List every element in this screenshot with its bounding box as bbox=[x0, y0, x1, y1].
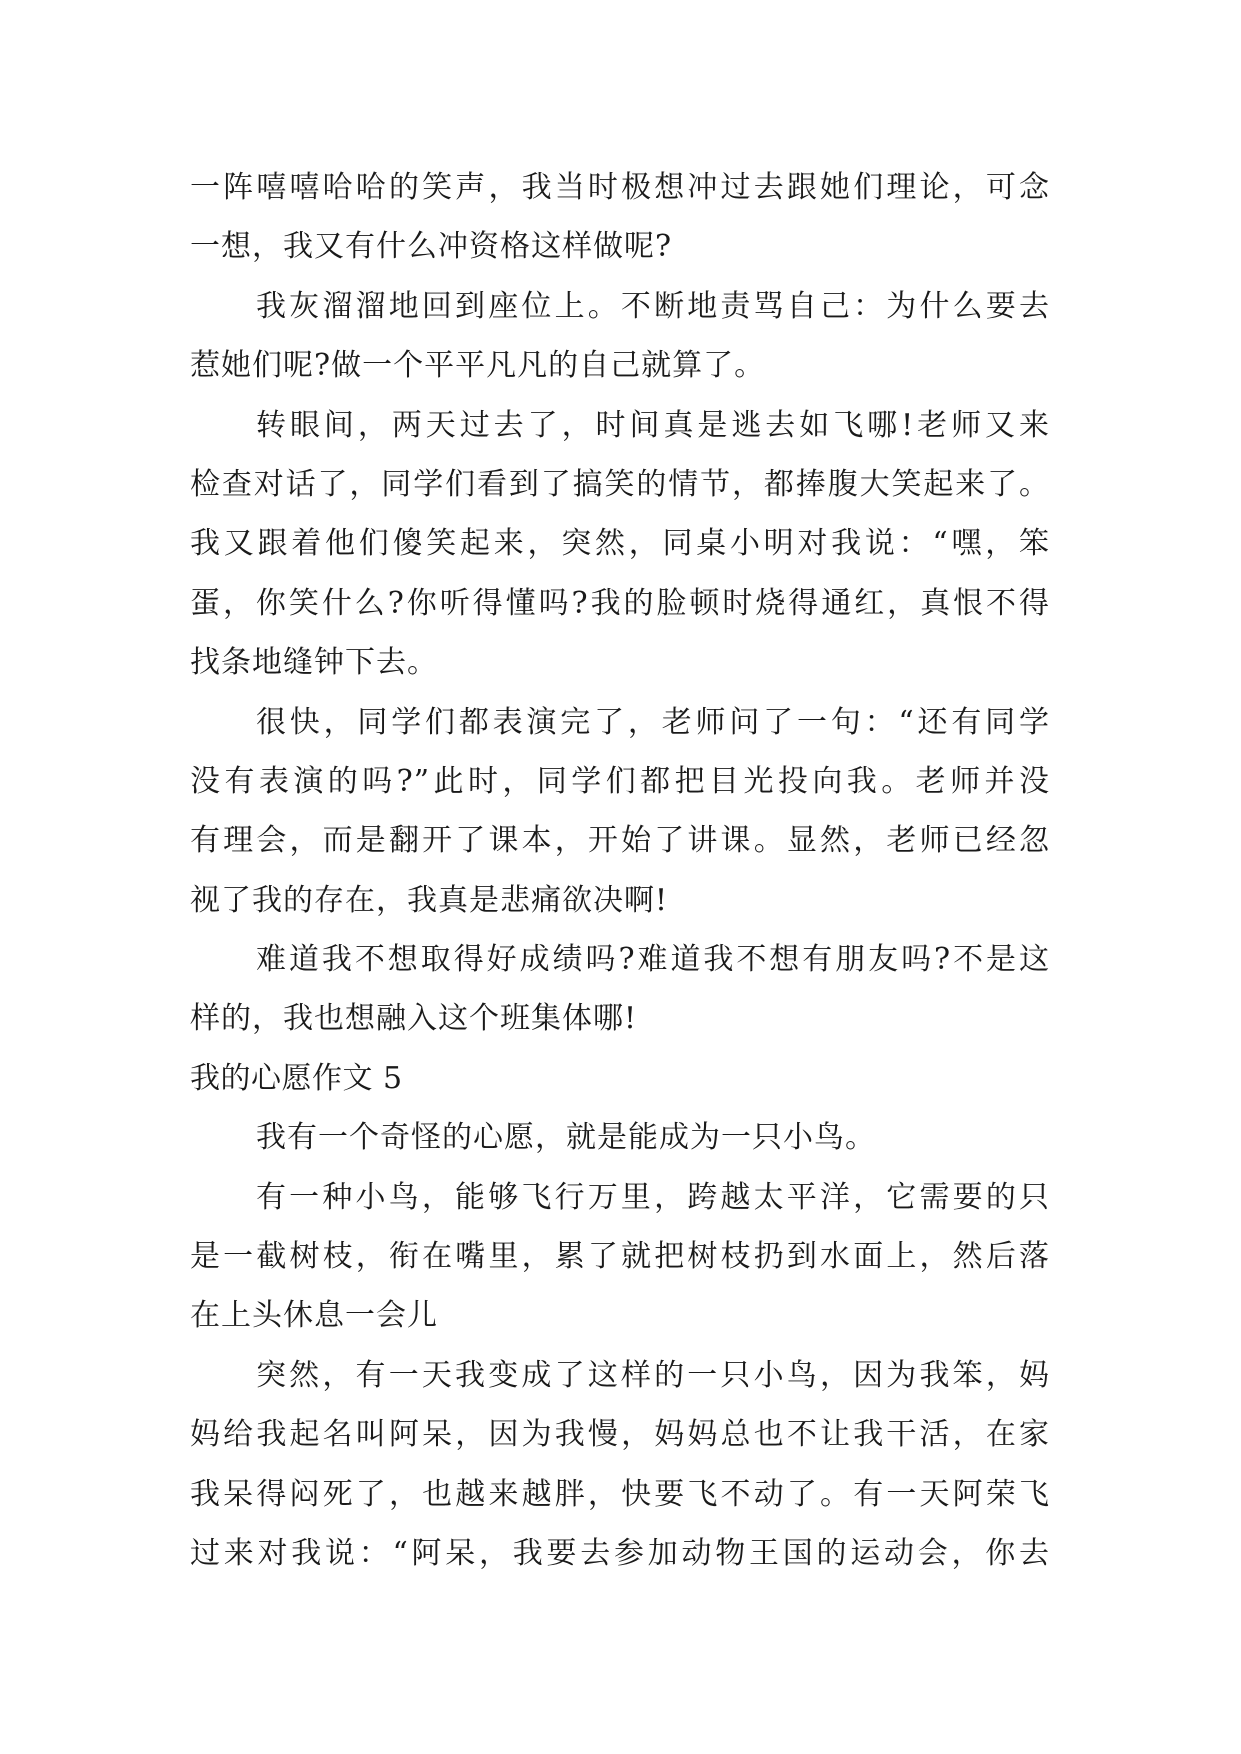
paragraph-first-line: 我灰溜溜地回到座位上。不断地责骂自己：为什么要去 bbox=[256, 288, 1050, 324]
text-line: 在上头休息一会儿 bbox=[190, 1298, 438, 1334]
paragraph-first-line: 难道我不想取得好成绩吗?难道我不想有朋友吗?不是这 bbox=[256, 942, 1050, 978]
text-line: 检查对话了，同学们看到了搞笑的情节，都捧腹大笑起来了。 bbox=[190, 466, 1050, 502]
paragraph-first-line: 我有一个奇怪的心愿，就是能成为一只小鸟。 bbox=[256, 1120, 876, 1156]
text-line: 蛋，你笑什么?你听得懂吗?我的脸顿时烧得通红，真恨不得 bbox=[190, 585, 1050, 621]
text-line: 我又跟着他们傻笑起来，突然，同桌小明对我说：“嘿，笨 bbox=[190, 526, 1050, 562]
paragraph-first-line: 转眼间，两天过去了，时间真是逃去如飞哪!老师又来 bbox=[256, 407, 1050, 443]
text-line: 有理会，而是翻开了课本，开始了讲课。显然，老师已经忽 bbox=[190, 823, 1050, 859]
section-heading: 我的心愿作文 5 bbox=[190, 1060, 403, 1096]
text-line: 样的，我也想融入这个班集体哪! bbox=[190, 1001, 638, 1037]
text-line: 找条地缝钟下去。 bbox=[190, 645, 438, 681]
text-line: 过来对我说：“阿呆，我要去参加动物王国的运动会，你去 bbox=[190, 1535, 1050, 1571]
text-line: 视了我的存在，我真是悲痛欲决啊! bbox=[190, 882, 669, 918]
text-line: 我呆得闷死了，也越来越胖，快要飞不动了。有一天阿荣飞 bbox=[190, 1476, 1050, 1512]
text-line: 妈给我起名叫阿呆，因为我慢，妈妈总也不让我干活，在家 bbox=[190, 1417, 1050, 1453]
text-line: 一阵嘻嘻哈哈的笑声，我当时极想冲过去跟她们理论，可念 bbox=[190, 170, 1050, 205]
document-body bbox=[190, 158, 1050, 1583]
paragraph-first-line: 很快，同学们都表演完了，老师问了一句：“还有同学 bbox=[256, 704, 1050, 740]
paragraph-first-line: 有一种小鸟，能够飞行万里，跨越太平洋，它需要的只 bbox=[256, 1179, 1050, 1215]
text-line: 是一截树枝，衔在嘴里，累了就把树枝扔到水面上，然后落 bbox=[190, 1239, 1050, 1275]
paragraph-first-line: 突然，有一天我变成了这样的一只小鸟，因为我笨，妈 bbox=[256, 1357, 1050, 1393]
text-line: 惹她们呢?做一个平平凡凡的自己就算了。 bbox=[190, 348, 766, 384]
text-line: 一想，我又有什么冲资格这样做呢? bbox=[190, 229, 673, 265]
text-line: 没有表演的吗?”此时，同学们都把目光投向我。老师并没 bbox=[190, 763, 1050, 799]
